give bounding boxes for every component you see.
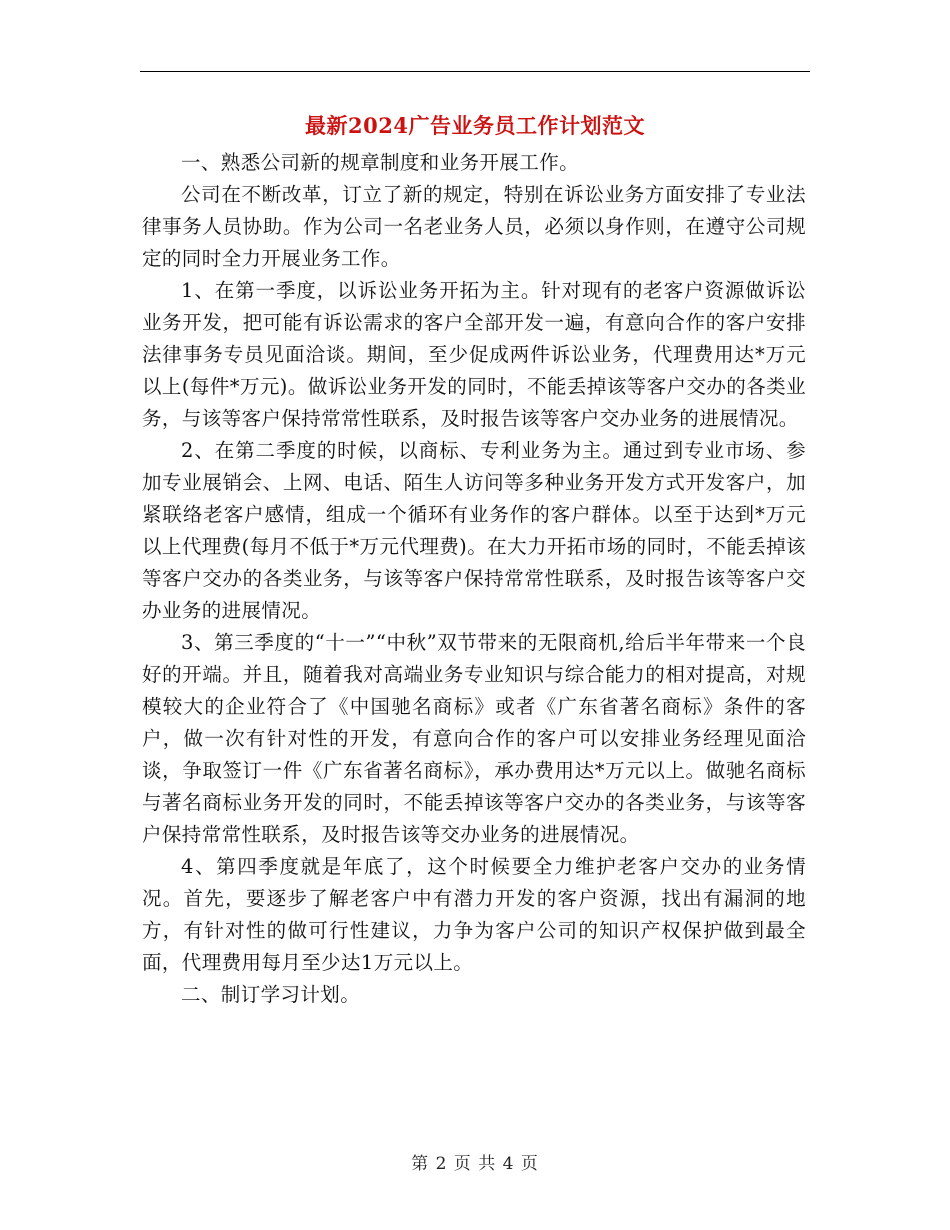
paragraph-q2: 2、在第二季度的时候，以商标、专利业务为主。通过到专业市场、参加专业展销会、上网、电话、陌生人访问等多种业务开发方式开发客户，加紧联络老客户感情，组成一个循环有业务作的客户群体。以至于达到*万元以上代理费(每月不低于*万元代理费)。在大力开拓市场的同时，不能丢掉该等客户交办的各类业务，与该等客户保持常常性联系，及时报告该等客户交办业务的进展情况。 — [142, 439, 806, 622]
header-rule — [140, 71, 810, 72]
document-title: 最新2024广告业务员工作计划范文 — [305, 113, 645, 138]
section-heading-1: 一、熟悉公司新的规章制度和业务开展工作。 — [181, 151, 580, 174]
paragraph-q1: 1、在第一季度，以诉讼业务开拓为主。针对现有的老客户资源做诉讼业务开发，把可能有诉讼需求的客户全部开发一遍，有意向合作的客户安排法律事务专员见面洽谈。期间，至少促成两件诉讼业务，代理费用达*万元以上(每件*万元)。做诉讼业务开发的同时，不能丢掉该等客户交办的各类业务，与该等客户保持常常性联系，及时报告该等客户交办业务的进展情况。 — [142, 279, 806, 430]
document-body — [142, 147, 806, 1011]
paragraph-intro: 公司在不断改革，订立了新的规定，特别在诉讼业务方面安排了专业法律事务人员协助。作为公司一名老业务人员，必须以身作则，在遵守公司规定的同时全力开展业务工作。 — [142, 183, 806, 270]
paragraph-q3: 3、第三季度的“十一”“中秋”双节带来的无限商机,给后半年带来一个良好的开端。并且，随着我对高端业务专业知识与综合能力的相对提高，对规模较大的企业符合了《中国驰名商标》或者《广东省著名商标》条件的客户，做一次有针对性的开发，有意向合作的客户可以安排业务经理见面洽谈，争取签订一件《广东省著名商标》，承办费用达*万元以上。做驰名商标与著名商标业务开发的同时，不能丢掉该等客户交办的各类业务，与该等客户保持常常性联系，及时报告该等交办业务的进展情况。 — [142, 631, 806, 846]
paragraph-q4: 4、第四季度就是年底了，这个时候要全力维护老客户交办的业务情况。首先，要逐步了解老客户中有潜力开发的客户资源，找出有漏洞的地方，有针对性的做可行性建议，力争为客户公司的知识产权保护做到最全面，代理费用每月至少达1万元以上。 — [142, 855, 806, 974]
section-heading-2: 二、制订学习计划。 — [181, 983, 361, 1006]
page-number-footer: 第 2 页 共 4 页 — [411, 1154, 539, 1174]
